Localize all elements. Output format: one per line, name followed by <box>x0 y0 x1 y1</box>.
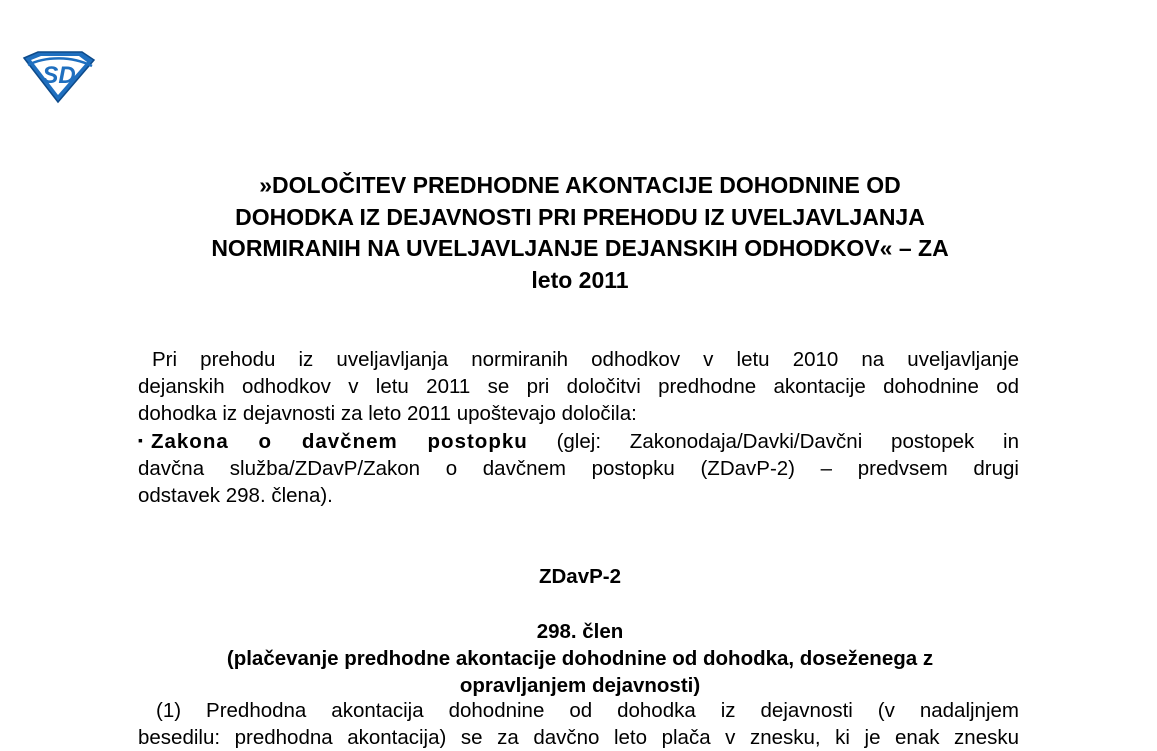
article-title <box>130 645 1030 699</box>
title-line: leto 2011 <box>531 266 629 293</box>
bullet-square-icon: ▪ <box>138 432 143 448</box>
intro-line: Pri prehodu iz uveljavljanja normiranih odhodkov v letu 2010 na uveljavljanje <box>152 348 1019 371</box>
bullet-item-line <box>138 427 1019 455</box>
paragraph-line: besedilu: predhodna akontacija) se za davčno leto plača v znesku, ki je enak znesku <box>138 726 1019 749</box>
law-heading: ZDavP-2 <box>538 565 622 588</box>
article-title-line: opravljanjem dejavnosti) <box>459 674 701 697</box>
title-line: NORMIRANIH NA UVELJAVLJANJE DEJANSKIH ODHODKOV« – ZA <box>211 235 949 261</box>
sd-logo-icon <box>22 50 96 104</box>
article-title-line: (plačevanje predhodne akontacije dohodnine od dohodka, doseženega z <box>226 647 934 670</box>
logo-letters: SD <box>42 62 76 89</box>
paragraph-line: (1) Predhodna akontacija dohodnine od dohodka iz dejavnosti (v nadaljnjem <box>156 699 1019 722</box>
intro-line: dejanskih odhodkov v letu 2011 se pri določitvi predhodne akontacije dohodnine od <box>138 375 1019 398</box>
intro-line: dohodka iz dejavnosti za leto 2011 upoštevajo določila: <box>138 402 637 425</box>
bullet-line: odstavek 298. člena). <box>138 484 333 507</box>
bullet-rest-text: (glej: Zakonodaja/Davki/Davčni postopek in <box>527 430 1020 453</box>
article-number: 298. člen <box>536 620 624 643</box>
title-line: »DOLOČITEV PREDHODNE AKONTACIJE DOHODNINE OD <box>259 172 901 198</box>
intro-paragraph <box>138 346 1019 509</box>
document-title <box>130 170 1030 296</box>
bullet-line: davčna služba/ZDavP/Zakon o davčnem postopku (ZDavP-2) – predvsem drugi <box>138 457 1019 480</box>
bullet-bold-law-name: Zakona o davčnem postopku <box>150 430 528 453</box>
title-line: DOHODKA IZ DEJAVNOSTI PRI PREHODU IZ UVELJAVLJANJA <box>235 203 925 230</box>
